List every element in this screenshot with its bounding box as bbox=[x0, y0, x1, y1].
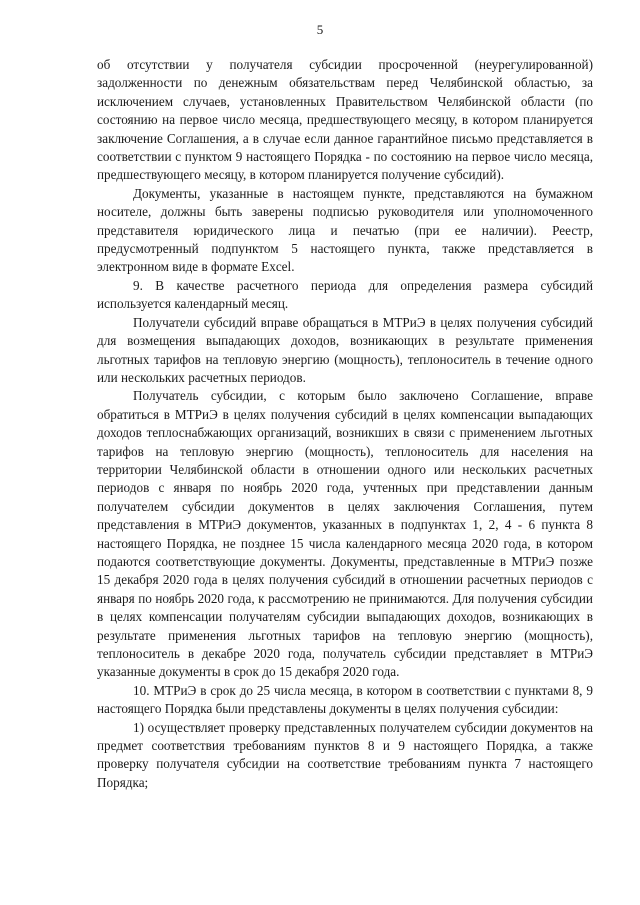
paragraph-recipients-right-to-apply: Получатели субсидий вправе обращаться в МТРиЭ в целях получения субсидий для возмещения выпадающих доходов, возникающих в результате применения льготных тарифов на тепловую энергию (мощность), теплоноситель в течение одного или нескольких расчетных периодов. bbox=[97, 314, 593, 385]
paragraph-item-10-mtrie-deadline: 10. МТРиЭ в срок до 25 числа месяца, в котором в соответствии с пунктами 8, 9 настоящего Порядка были представлены документы в целях получения субсидии: bbox=[97, 682, 593, 717]
paragraph-item-9-calculation-period: 9. В качестве расчетного периода для определения размера субсидий используется календарный месяц. bbox=[97, 277, 593, 312]
paragraph-recipient-with-agreement: Получатель субсидии, с которым было заключено Соглашение, вправе обратиться в МТРиЭ в целях получения субсидий в целях компенсации выпадающих доходов теплоснабжающих организаций, возникших в связи с применением льготных тарифов на тепловую энергию (мощность), теплоноситель для населения на территории Челябинской области в отношении одного или нескольких расчетных периодов с января по ноябрь 2020 года, учтенных при представлении данным получателем субсидии документов в целях заключения Соглашения, путем представления в МТРиЭ документов, указанных в подпунктах 1, 2, 4 - 6 пункта 8 настоящего Порядка, не позднее 15 числа календарного месяца 2020 года, в котором подаются соответствующие документы. Документы, представленные в МТРиЭ позже 15 декабря 2020 года в целях получения субсидий в отношении расчетных периодов с января по ноябрь 2020 года, к рассмотрению не принимаются. Для получения субсидии в целях компенсации получателям субсидии выпадающих доходов, возникающих в результате применения льготных тарифов на тепловую энергию (мощность), теплоноситель в декабре 2020 года, получатель субсидии представляет в МТРиЭ указанные документы в срок до 15 декабря 2020 года. bbox=[97, 388, 593, 680]
page-number: 5 bbox=[316, 22, 324, 37]
paragraph-continued-guarantee-letter: об отсутствии у получателя субсидии просроченной (неурегулированной) задолженности по денежным обязательствам перед Челябинской областью, за исключением случаев, установленных Правительством Челябинской области (по состоянию на первое число месяца, предшествующего месяцу, в котором планируется заключение Соглашения, а в случае если данное гарантийное письмо представляется в соответствии с пунктом 9 настоящего Порядка - по состоянию на первое число месяца, предшествующего месяцу, в котором планируется получение субсидий). bbox=[97, 57, 593, 183]
document-body bbox=[97, 56, 593, 792]
paragraph-documents-certification: Документы, указанные в настоящем пункте, представляются на бумажном носителе, должны быть заверены подписью руководителя или уполномоченного представителя юридического лица и печатью (при ее наличии). Реестр, предусмотренный подпунктом 5 настоящего пункта, также представляется в электронном виде в формате Excel. bbox=[97, 185, 593, 275]
paragraph-subitem-1-verification: 1) осуществляет проверку представленных получателем субсидии документов на предмет соответствия требованиям пунктов 8 и 9 настоящего Порядка, а также проверку получателя субсидии на соответствие требованиям пункта 7 настоящего Порядка; bbox=[97, 719, 593, 790]
